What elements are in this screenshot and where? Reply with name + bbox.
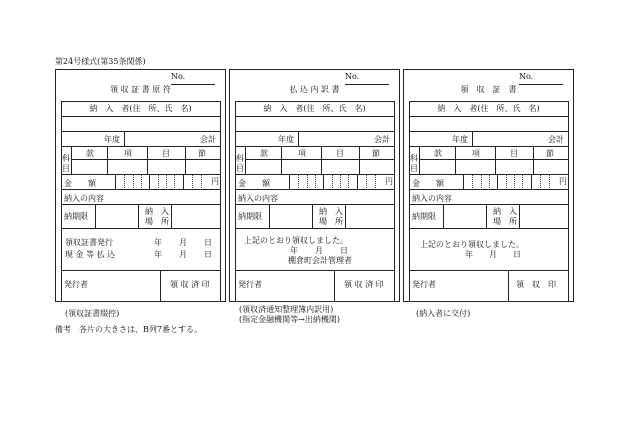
detail-officer: 棚倉町会計管理者 bbox=[288, 256, 352, 265]
setsu-label: 節 bbox=[372, 149, 380, 158]
issuer-label: 発行者 bbox=[64, 280, 88, 289]
yen-label: 円 bbox=[559, 177, 567, 186]
deadline-label: 納期限 bbox=[238, 212, 262, 221]
place-label-bottom: 場 所 bbox=[493, 217, 517, 226]
account-label: 会計 bbox=[548, 135, 564, 144]
remark: 備考 各片の大きさは、B列7番とする。 bbox=[55, 325, 202, 334]
place-label-bottom: 場 所 bbox=[145, 217, 169, 226]
cash-day: 日 bbox=[204, 250, 212, 259]
kan-label: 款 bbox=[434, 149, 442, 158]
item-label-top: 科 bbox=[410, 154, 418, 163]
issuer-label: 発行者 bbox=[238, 280, 262, 289]
receipt-day: 日 bbox=[513, 250, 521, 259]
stub-no-label: No. bbox=[171, 72, 186, 81]
content-label: 納入の内容 bbox=[238, 194, 278, 203]
kou-label: 項 bbox=[298, 149, 306, 158]
payer-label: 納 入 者(住 所、氏 名) bbox=[263, 104, 366, 113]
place-label-top: 納 入 bbox=[493, 207, 517, 216]
receipt-month: 月 bbox=[489, 250, 497, 259]
deadline-label: 納期限 bbox=[64, 212, 88, 221]
account-label: 会計 bbox=[200, 135, 216, 144]
issuer-label: 発行者 bbox=[412, 280, 436, 289]
yen-label: 円 bbox=[211, 177, 219, 186]
detail-received-text: 上記のとおり領収しました。 bbox=[244, 236, 348, 245]
receipt-title: 領 収 証 書 bbox=[460, 85, 517, 94]
item-label-bottom: 目 bbox=[62, 164, 70, 173]
setsu-label: 節 bbox=[546, 149, 554, 158]
detail-day: 日 bbox=[340, 246, 348, 255]
detail-title: 払 込 内 訳 書 bbox=[289, 85, 340, 94]
fiscal-year-label: 年度 bbox=[452, 135, 468, 144]
kan-label: 款 bbox=[86, 149, 94, 158]
item-label-bottom: 目 bbox=[410, 164, 418, 173]
detail-footnote-2: (指定金融機関等→出納機関) bbox=[239, 315, 340, 324]
detail-no-label: No. bbox=[345, 72, 360, 81]
stub-footnote: (領収証書綴控) bbox=[65, 309, 120, 318]
stub-stamp-label: 領 収 済 印 bbox=[170, 280, 210, 289]
cash-year: 年 bbox=[154, 250, 162, 259]
deadline-label: 納期限 bbox=[412, 212, 436, 221]
payer-label: 納 入 者(住 所、氏 名) bbox=[89, 104, 192, 113]
kou-label: 項 bbox=[124, 149, 132, 158]
issue-month: 月 bbox=[179, 238, 187, 247]
moku-label: 目 bbox=[336, 149, 344, 158]
item-label-top: 科 bbox=[236, 154, 244, 163]
receipt-received-text: 上記のとおり領収しました。 bbox=[420, 240, 524, 249]
fiscal-year-label: 年度 bbox=[104, 135, 120, 144]
place-label-top: 納 入 bbox=[145, 207, 169, 216]
fiscal-year-label: 年度 bbox=[278, 135, 294, 144]
cash-label: 現 金 等 払 込 bbox=[65, 250, 116, 259]
stub-title: 領 収 証 書 原 符 bbox=[110, 85, 171, 94]
place-label-bottom: 場 所 bbox=[319, 217, 343, 226]
detail-footnote-1: (領収済通知整理簿内訳用) bbox=[239, 305, 334, 314]
moku-label: 目 bbox=[510, 149, 518, 158]
account-label: 会計 bbox=[374, 135, 390, 144]
item-label-top: 科 bbox=[62, 154, 70, 163]
issue-day: 日 bbox=[204, 238, 212, 247]
payer-label: 納 入 者(住 所、氏 名) bbox=[437, 104, 540, 113]
cash-month: 月 bbox=[179, 250, 187, 259]
yen-label: 円 bbox=[385, 177, 393, 186]
amount-label: 金 額 bbox=[412, 179, 444, 188]
moku-label: 目 bbox=[162, 149, 170, 158]
item-label-bottom: 目 bbox=[236, 164, 244, 173]
detail-month: 月 bbox=[315, 246, 323, 255]
receipt-panel bbox=[348, 0, 630, 441]
receipt-stamp-label: 領 収 印 bbox=[516, 280, 556, 289]
amount-label: 金 額 bbox=[64, 179, 96, 188]
content-label: 納入の内容 bbox=[64, 194, 104, 203]
place-label-top: 納 入 bbox=[319, 207, 343, 216]
content-label: 納入の内容 bbox=[412, 194, 452, 203]
detail-year: 年 bbox=[290, 246, 298, 255]
kan-label: 款 bbox=[260, 149, 268, 158]
form-header: 第24号様式(第35条関係) bbox=[55, 57, 146, 66]
kou-label: 項 bbox=[472, 149, 480, 158]
detail-stamp-label: 領 収 済 印 bbox=[344, 280, 384, 289]
issue-year: 年 bbox=[154, 238, 162, 247]
receipt-year: 年 bbox=[465, 250, 473, 259]
receipt-footnote: (納入者に交付) bbox=[416, 309, 471, 318]
receipt-no-label: No. bbox=[519, 72, 534, 81]
amount-label: 金 額 bbox=[238, 179, 270, 188]
setsu-label: 節 bbox=[198, 149, 206, 158]
issue-label: 領収証書発行 bbox=[65, 238, 113, 247]
